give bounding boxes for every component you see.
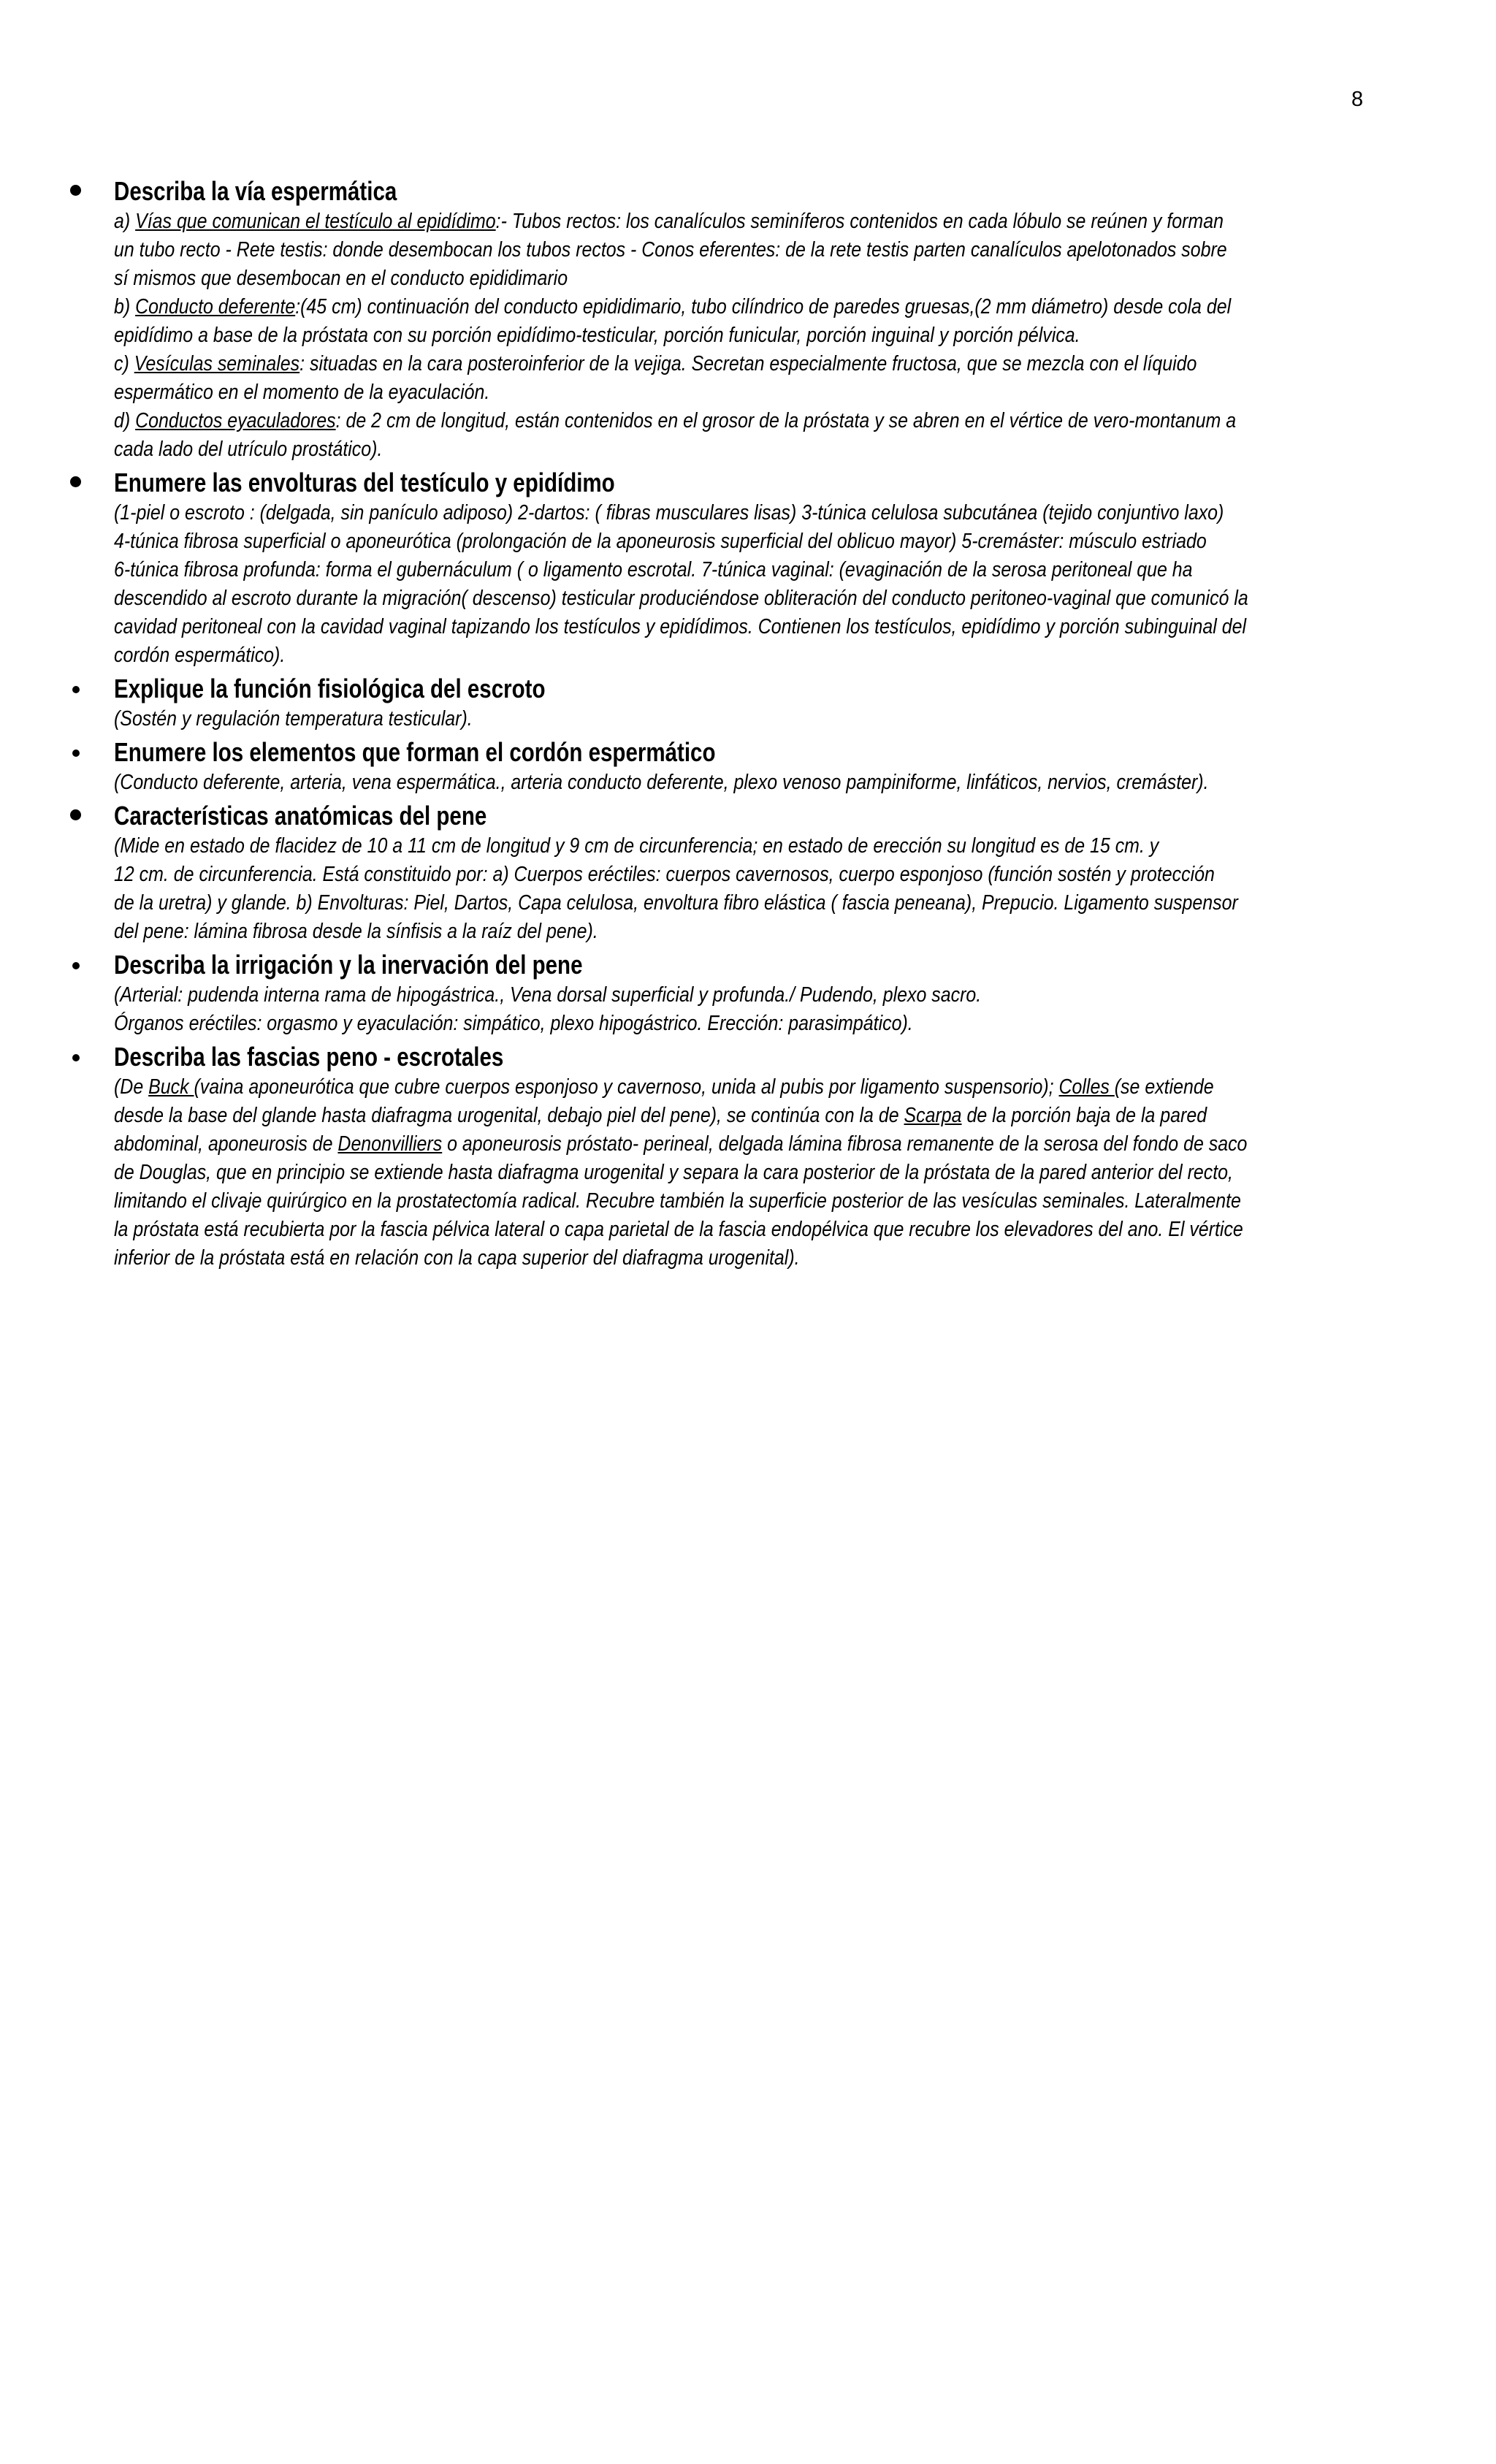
text-line [114,613,1414,641]
bullet-icon [70,809,81,820]
text-run: de la uretra) y glande. b) Envolturas: Piel, Dartos, Capa celulosa, envoltura fibro elástica ( fascia peneana), Prepucio. Ligamento suspensor [114,891,1238,915]
text-run: espermático en el momento de la eyaculación. [114,381,490,404]
section-body [114,832,1414,946]
section-body [114,981,1414,1038]
text-run: desde la base del glande hasta diafragma urogenital, debajo piel del pene), se continúa con la de [114,1104,904,1127]
section-funcion-escroto [70,673,1407,733]
text-run: limitando el clivaje quirúrgico en la prostatectomía radical. Recubre también la superficie posterior de las vesículas seminales. Lateralmente [114,1189,1241,1213]
text-run: cavidad peritoneal con la cavidad vaginal tapizando los testículos y epidídimos. Contienen los testículos, epidídimo y porción subinguinal del [114,615,1246,638]
bullet-icon [70,185,81,196]
text-run: abdominal, aponeurosis de [114,1132,338,1156]
section-heading: Describa las fascias peno - escrotales [114,1042,504,1072]
underlined-term: Vías que comunican el testículo al epidídimo [135,210,496,233]
text-line [114,1102,1414,1130]
text-line [114,293,1414,321]
text-run: : situadas en la cara posteroinferior de la vejiga. Secretan especialmente fructosa, que se mezcla con el líquido [299,352,1197,375]
bullet-icon [72,686,80,693]
text-line [114,350,1414,378]
section-irrigacion-pene [70,949,1407,1038]
section-envolturas-testiculo [70,467,1407,670]
text-run: (De [114,1075,149,1099]
bullet-icon [72,962,80,969]
text-run: 4-túnica fibrosa superficial o aponeurótica (prolongación de la aponeurosis superficial del oblicuo mayor) 5-cremáster: músculo estriado [114,530,1207,553]
text-run: sí mismos que desembocan en el conducto epididimario [114,267,568,290]
bullet-icon [72,1054,80,1061]
text-run: 12 cm. de circunferencia. Está constituido por: a) Cuerpos eréctiles: cuerpos cavernosos, cuerpo esponjoso (función sostén y protección [114,863,1215,886]
text-line [114,1159,1414,1187]
text-line [114,435,1414,464]
text-run: (Arterial: pudenda interna rama de hipogástrica., Vena dorsal superficial y profunda./ Pudendo, plexo sacro. [114,983,982,1007]
text-run: (Conducto deferente, arteria, vena espermática., arteria conducto deferente, plexo venoso pampiniforme, linfáticos, nervios, cremáster). [114,771,1209,794]
section-via-espermatica [70,175,1407,464]
section-body [114,705,1414,733]
section-body [114,768,1414,797]
text-run: epidídimo a base de la próstata con su porción epidídimo-testicular, porción funicular, porción inguinal y porción pélvica. [114,324,1080,347]
section-body [114,1073,1414,1273]
text-line [114,321,1414,350]
underlined-term: Buck [148,1075,194,1099]
text-run: 6-túnica fibrosa profunda: forma el gubernáculum ( o ligamento escrotal. 7-túnica vaginal: (evaginación de la serosa peritoneal que ha [114,558,1193,581]
text-run: :- Tubos rectos: los canalículos seminíferos contenidos en cada lóbulo se reúnen y forman [495,210,1224,233]
section-heading: Describa la vía espermática [114,176,397,206]
section-heading: Enumere las envolturas del testículo y epidídimo [114,468,615,497]
text-line [114,832,1414,861]
text-run: descendido al escroto durante la migración( descenso) testicular produciéndose obliteración del conducto peritoneo-vaginal que comunicó la [114,587,1248,610]
text-line [114,861,1414,889]
text-line [114,1010,1414,1038]
document-body [70,175,1407,1273]
text-line [114,407,1414,435]
section-heading: Enumere los elementos que forman el cordón espermático [114,737,716,767]
text-run: Órganos eréctiles: orgasmo y eyaculación: simpático, plexo hipogástrico. Erección: parasimpático). [114,1012,913,1035]
text-run: cordón espermático). [114,644,286,667]
underlined-term: Vesículas seminales [134,352,300,375]
bullet-icon [70,476,81,487]
text-line [114,499,1414,527]
text-run: (1-piel o escroto : (delgada, sin panículo adiposo) 2-dartos: ( fibras musculares lisas) 3-túnica celulosa subcutánea (tejido conjuntivo laxo) [114,501,1224,525]
text-line [114,1073,1414,1102]
text-run: (Mide en estado de flacidez de 10 a 11 cm de longitud y 9 cm de circunferencia; en estado de erección su longitud es de 15 cm. y [114,834,1159,858]
section-cordon-espermatico [70,736,1407,797]
text-line [114,556,1414,584]
section-fascias-peno-escrotales [70,1041,1407,1273]
bullet-icon [72,750,80,757]
text-run: del pene: lámina fibrosa desde la sínfisis a la raíz del pene). [114,920,598,943]
text-line [114,236,1414,264]
text-run: de la porción baja de la pared [961,1104,1207,1127]
text-run: d) [114,409,136,432]
text-line [114,1130,1414,1159]
underlined-term: Scarpa [904,1104,962,1127]
text-line [114,584,1414,613]
text-line [114,1244,1414,1273]
underlined-term: Colles [1058,1075,1115,1099]
section-body [114,207,1414,464]
text-run: inferior de la próstata está en relación con la capa superior del diafragma urogenital). [114,1246,800,1270]
text-line [114,641,1414,670]
text-run: (se extiende [1114,1075,1214,1099]
text-line [114,378,1414,407]
text-run: : de 2 cm de longitud, están contenidos en el grosor de la próstata y se abren en el vértice de vero-montanum a [335,409,1237,432]
text-run: (Sostén y regulación temperatura testicular). [114,707,473,731]
text-run: cada lado del utrículo prostático). [114,438,383,461]
underlined-term: Conducto deferente [135,295,296,319]
text-line [114,1187,1414,1216]
text-run: de Douglas, que en principio se extiende hasta diafragma urogenital y separa la cara posterior de la próstata de la pared anterior del recto, [114,1161,1233,1184]
text-run: (vaina aponeurótica que cubre cuerpos esponjoso y cavernoso, unida al pubis por ligamento suspensorio); [194,1075,1059,1099]
text-line [114,207,1414,236]
text-line [114,705,1414,733]
text-line [114,1216,1414,1244]
underlined-term: Conductos eyaculadores [135,409,336,432]
section-heading: Describa la irrigación y la inervación del pene [114,950,583,980]
section-caracteristicas-pene [70,800,1407,946]
text-run: a) [114,210,136,233]
section-heading: Explique la función fisiológica del escroto [114,674,546,703]
text-line [114,527,1414,556]
text-line [114,981,1414,1010]
text-run: un tubo recto - Rete testis: donde desembocan los tubos rectos - Conos eferentes: de la rete testis parten canalículos apelotonados sobre [114,238,1227,262]
text-run: c) [114,352,134,375]
underlined-term: Denonvilliers [337,1132,443,1156]
text-run: la próstata está recubierta por la fascia pélvica lateral o capa parietal de la fascia endopélvica que recubre los elevadores del ano. El vértice [114,1218,1243,1241]
text-line [114,768,1414,797]
page-number: 8 [1351,88,1364,111]
text-line [114,264,1414,293]
section-heading: Características anatómicas del pene [114,801,487,831]
text-run: o aponeurosis próstato- perineal, delgada lámina fibrosa remanente de la serosa del fondo de saco [442,1132,1248,1156]
text-run: :(45 cm) continuación del conducto epididimario, tubo cilíndrico de paredes gruesas,(2 mm diámetro) desde cola del [295,295,1232,319]
text-run: b) [114,295,136,319]
text-line [114,889,1414,918]
section-body [114,499,1414,670]
text-line [114,918,1414,946]
